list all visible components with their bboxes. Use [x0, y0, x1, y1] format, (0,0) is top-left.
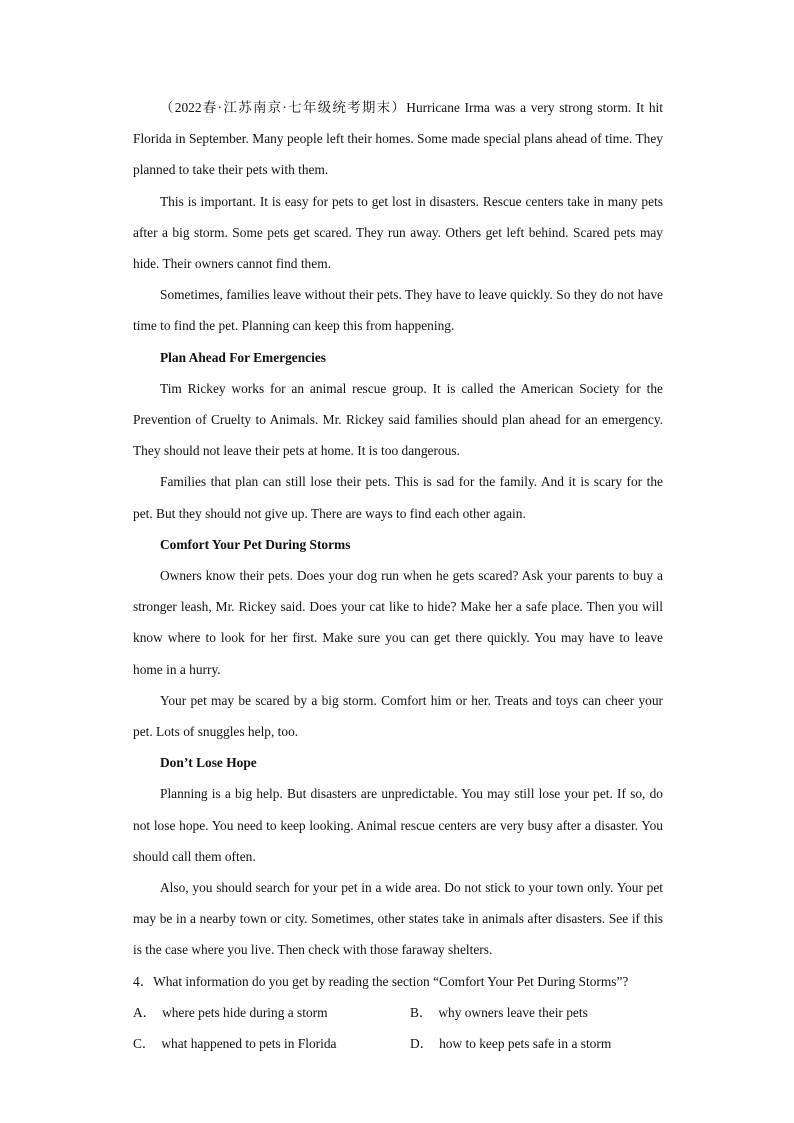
option-c[interactable] [133, 1028, 410, 1059]
section-heading-dont-lose-hope: Don’t Lose Hope [160, 755, 257, 771]
paragraph-tim-rickey: Tim Rickey works for an animal rescue group. It is called the American Society for the Prevention of Cruelty to Animals. Mr. Rickey said families should plan ahead for an emergency. They should not leave their pets at home. It is too dangerous. [133, 380, 663, 459]
option-letter: A． [133, 1004, 157, 1020]
paragraph-families-plan: Families that plan can still lose their pets. This is sad for the family. And it is scary for the pet. But they should not give up. There are ways to find each other again. [133, 474, 663, 521]
option-text: what happened to pets in Florida [161, 1036, 337, 1052]
option-text: why owners leave their pets [438, 1004, 588, 1020]
option-text: how to keep pets safe in a storm [439, 1036, 612, 1052]
answer-options [133, 997, 663, 1059]
option-text: where pets hide during a storm [162, 1004, 328, 1020]
option-d[interactable] [410, 1028, 663, 1059]
section-heading-comfort-pet: Comfort Your Pet During Storms [160, 536, 351, 552]
option-letter: B． [410, 1004, 433, 1020]
paragraph-leave-without-pets: Sometimes, families leave without their pets. They have to leave quickly. So they do not have time to find the pet. Planning can keep this from happening. [133, 287, 663, 334]
paragraph-search-wide-area: Also, you should search for your pet in a wide area. Do not stick to your town only. Your pet may be in a nearby town or city. Sometimes, other states take in animals after disasters. See if this is the case where you live. Then check with those faraway shelters. [133, 880, 663, 958]
paragraph-lost-pets: This is important. It is easy for pets to get lost in disasters. Rescue centers take in many pets after a big storm. Some pets get scared. They run away. Others get left behind. Scared pets may hide. Their owners cannot find them. [133, 193, 663, 272]
option-letter: C． [133, 1036, 156, 1052]
option-b[interactable] [410, 997, 663, 1028]
paragraph-owners-know-pets: Owners know their pets. Does your dog run when he gets scared? Ask your parents to buy a stronger leash, Mr. Rickey said. Does your cat like to hide? Make her a safe place. Then you will know where to look for her first. Make sure you can get there quickly. You may have to leave home in a hurry. [133, 568, 663, 677]
section-heading-plan-ahead: Plan Ahead For Emergencies [160, 349, 327, 365]
paragraph-comfort-pet: Your pet may be scared by a big storm. Comfort him or her. Treats and toys can cheer your pet. Lots of snuggles help, too. [133, 692, 663, 740]
paragraph-planning-help: Planning is a big help. But disasters are unpredictable. You may still lose your pet. If so, do not lose hope. You need to keep looking. Animal rescue centers are very busy after a disaster. You should call them often. [133, 786, 663, 864]
paragraph-intro: （2022春·江苏南京·七年级统考期末）Hurricane Irma was a very strong storm. It hit Florida in September. Many people left their homes. Some made special plans ahead of time. They planned to take their pets with them. [133, 100, 663, 178]
option-a[interactable] [133, 997, 410, 1028]
reading-passage [133, 92, 663, 1059]
option-letter: D． [410, 1036, 434, 1052]
question-stem: 4．What information do you get by reading the section “Comfort Your Pet During Storms”? [133, 973, 629, 989]
